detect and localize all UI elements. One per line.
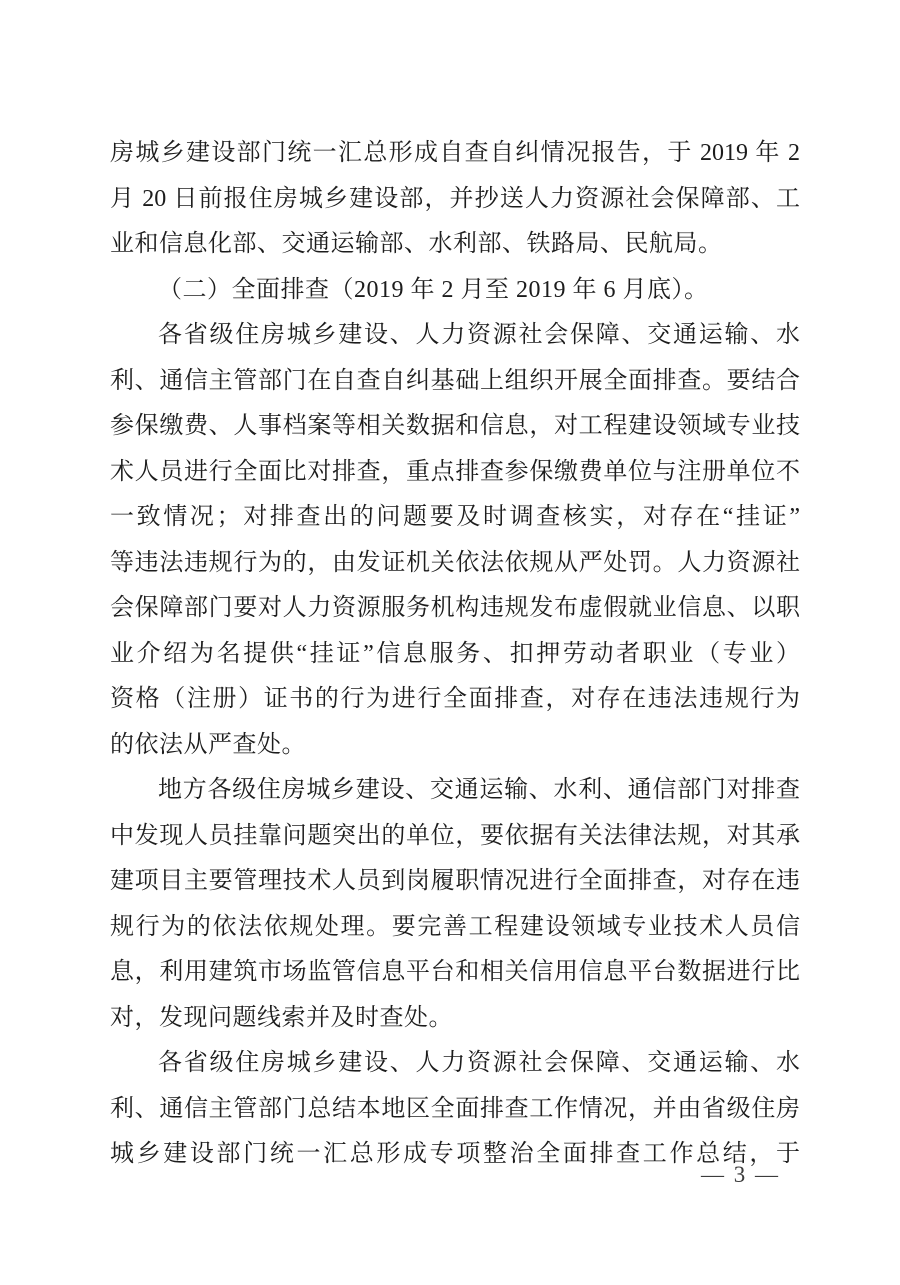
text-line: 会保障部门要对人力资源服务机构违规发布虚假就业信息、以职 xyxy=(110,595,800,621)
text-line: 规行为的依法依规处理。要完善工程建设领域专业技术人员信 xyxy=(110,913,800,940)
text-line: 地方各级住房城乡建设、交通运输、水利、通信部门对排查 xyxy=(158,777,800,803)
text-line: 对，发现问题线索并及时查处。 xyxy=(110,1004,453,1031)
text-line: 利、通信主管部门总结本地区全面排查工作情况，并由省级住房 xyxy=(110,1095,800,1122)
text-line: （二）全面排查（2019 年 2 月至 2019 年 6 月底）。 xyxy=(158,276,709,303)
text-line: 术人员进行全面比对排查，重点排查参保缴费单位与注册单位不 xyxy=(110,458,800,485)
text-line: 的依法从严查处。 xyxy=(110,731,306,758)
text-line: 参保缴费、人事档案等相关数据和信息，对工程建设领域专业技 xyxy=(110,413,800,439)
text-line: 利、通信主管部门在自查自纠基础上组织开展全面排查。要结合 xyxy=(110,367,800,394)
text-line: 业和信息化部、交通运输部、水利部、铁路局、民航局。 xyxy=(110,231,723,257)
text-line: 各省级住房城乡建设、人力资源社会保障、交通运输、水 xyxy=(158,1050,800,1076)
text-line: 中发现人员挂靠问题突出的单位，要依据有关法律法规，对其承 xyxy=(110,822,800,849)
text-line: 业介绍为名提供“挂证”信息服务、扣押劳动者职业（专业） xyxy=(110,640,800,667)
text-line: 息，利用建筑市场监管信息平台和相关信用信息平台数据进行比 xyxy=(110,959,800,985)
text-line: 资格（注册）证书的行为进行全面排查，对存在违法违规行为 xyxy=(110,686,800,712)
text-line: 城乡建设部门统一汇总形成专项整治全面排查工作总结，于 xyxy=(110,1141,800,1167)
text-line: 月 20 日前报住房城乡建设部，并抄送人力资源社会保障部、工 xyxy=(110,185,800,212)
text-line: 建项目主要管理技术人员到岗履职情况进行全面排查，对存在违 xyxy=(110,868,800,894)
page-number: — 3 — xyxy=(701,1162,780,1187)
text-line: 等违法违规行为的，由发证机关依法依规从严处罚。人力资源社 xyxy=(110,549,800,576)
text-line: 房城乡建设部门统一汇总形成自查自纠情况报告，于 2019 年 2 xyxy=(110,140,800,166)
text-line: 各省级住房城乡建设、人力资源社会保障、交通运输、水 xyxy=(158,322,800,348)
text-line: 一致情况；对排查出的问题要及时调查核实，对存在“挂证” xyxy=(110,504,800,530)
document-body xyxy=(110,131,800,1178)
